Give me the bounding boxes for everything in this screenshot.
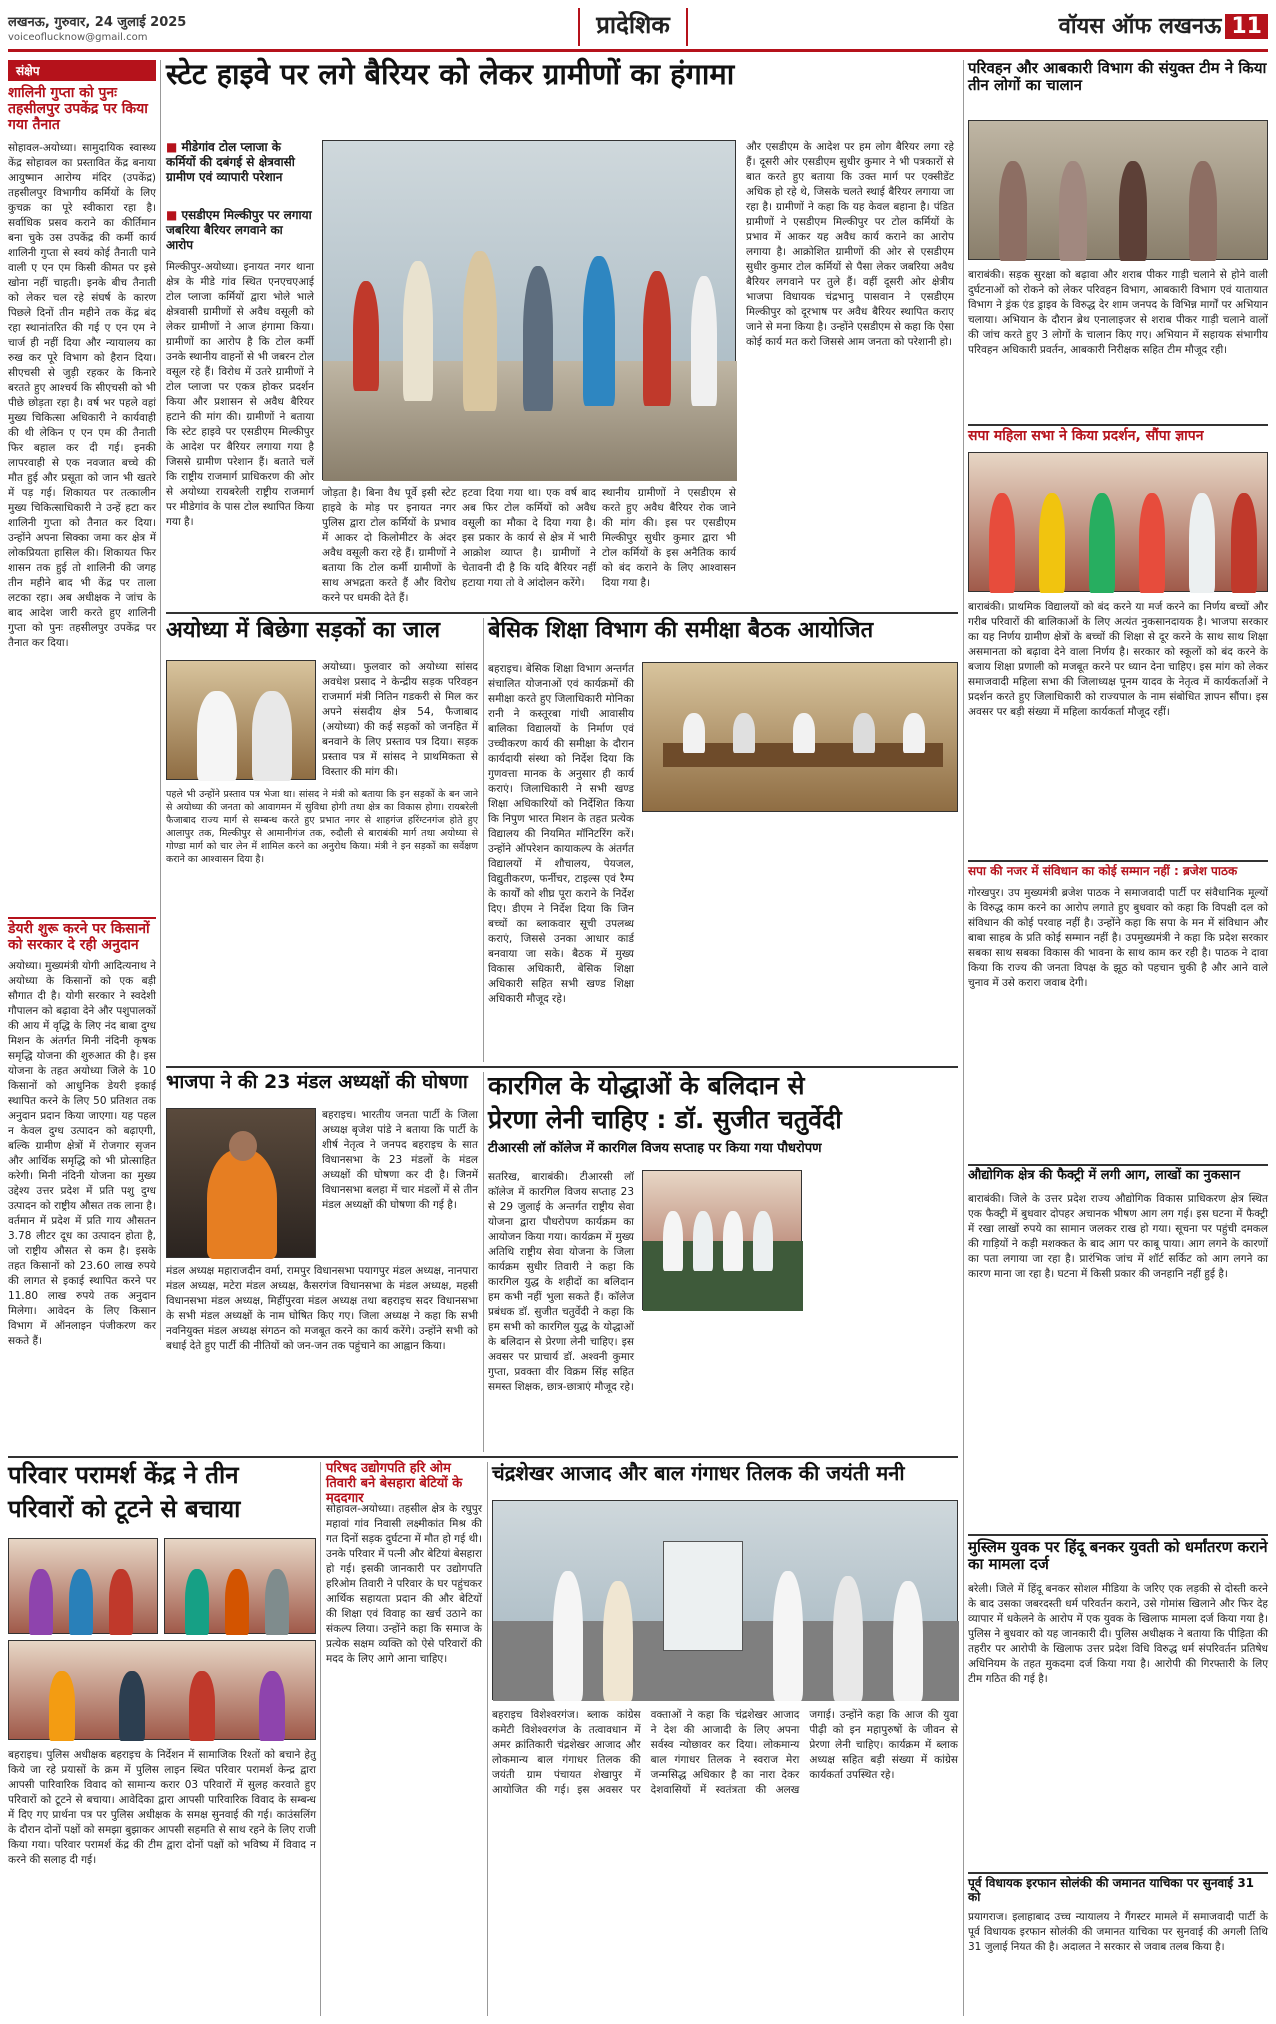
- edu-headline: बेसिक शिक्षा विभाग की समीक्षा बैठक आयोजित: [488, 618, 874, 643]
- pathak-story: [968, 860, 1268, 1160]
- kargil-body: सतरिख, बाराबंकी। टीआरसी लॉ कॉलेज में कारगिल विजय सप्ताह 23 से 29 जुलाई के अन्तर्गत राष्ट्रीय सेवा योजना द्वारा पौधरोपण कार्यक्रम का आयोजन किया गया। कार्यक्रम में मुख्य अतिथि राष्ट्रीय सेवा योजना के जिला कार्यक्रम सुधीर तिवारी ने कहा कि कारगिल युद्ध के शहीदों का बलिदान हम कभी नहीं भुला सकते हैं। कॉलेज प्रबंधक डॉ. सुजीत चतुर्वेदी ने कहा कि हम सभी को कारगिल युद्ध के योद्धाओं के बलिदान से प्रेरणा लेनी चाहिए। इस अवसर पर प्राचार्य डॉ. अश्वनी कुमार गुप्ता, प्रवक्ता वीर विक्रम सिंह सहित समस्त शिक्षक, छात्र-छात्राएं मौजूद रहे।: [488, 1171, 634, 1393]
- muslim-body: बरेली। जिले में हिंदू बनकर सोशल मीडिया के जरिए एक लड़की से दोस्ती करने के बाद उसका जबरदस्ती धर्म परिवर्तन कराने, उसे गोमांस खिलाने और फिर देह व्यापार में धकेलने के आरोप में एक युवक के खिलाफ मामला दर्ज किया गया है। पुलिस ने बुधवार को यह जानकारी दी। पुलिस अधीक्षक ने बताया कि पीड़िता की तहरीर पर आरोपी के खिलाफ उत्तर प्रदेश विधि विरुद्ध धर्म संपरिवर्तन प्रतिषेध अधिनियम के तहत मुकदमा दर्ज किया गया है। आरोपी की गिरफ्तारी के लिए टीम गठित की गई है।: [968, 1583, 1268, 1685]
- solanki-story: [968, 1872, 1268, 2016]
- transport-body: बाराबंकी। सड़क सुरक्षा को बढ़ावा और शराब पीकर गाड़ी चलाने से होने वाली दुर्घटनाओं को रोकने को लेकर परिवहन विभाग, आबकारी विभाग एवं यातायात विभाग ने ड्रंक एंड ड्राइव के विरुद्ध देर शाम जनपद के विभिन्न मार्गों पर अभियान चलाया। अभियान के दौरान ब्रेथ एनालाइजर से शराब पीकर गाड़ी चलाने वालों की जांच करते हुए 3 लोगों के चालान किए गए। अभियान में सहायक संभागीय परिवहन अधिकारी प्रवर्तन, आबकारी निरीक्षक सहित टीम मौजूद रही।: [968, 269, 1268, 356]
- brief-story1-body: सोहावल-अयोध्या। सामुदायिक स्वास्थ्य केंद्र सोहावल का प्रस्तावित केंद्र बनाया आयुष्मान आरोग्य मंदिर (उपकेंद्र) तहसीलपुर विभागीय कर्मियों के लिए कुचक्र का पूरे स्वीकारा रहा है। सर्वाधिक प्रसव कराने का कीर्तिमान बना चुके उस उपकेंद्र की कर्मी कार्य शालिनी गुप्ता से स्वयं कोई तैनाती पाने वाली ए एन एम किसी कीमत पर इसे खोना नहीं चाहती। इनके बीच तैनाती को लेकर चल रहे संघर्ष के कारण पिछले दिनों तीन महीने तक केंद्र बंद रहा स्थानांतरित की गई ए एन एम ने चार्ज ही नहीं दिया और न्यायालय का रुख कर पूरे विभाग को हैरान दिया। सीएचसी से जुड़ी रहकर के किनारे बरतते हुए आश्चर्य कि सीएचसी को भी पीछे छोड़ता रहा है। वर्ष भर पहले वहां मुख्य चिकित्सा अधिकारी ने कार्यवाही की थी लेकिन ए एन एम की तैनाती फिर बहाल कर दी गई। इनकी लापरवाही से एक नवजात बच्चे की मौत हुई और प्रसूता को जान भी खतरे में पड़ गई। शिकायत पर तत्कालीन मुख्य चिकित्साधिकारी ने उन्हें हटा कर शालिनी गुप्ता को तैनात कर दिया। उन्होंने अपना सिक्का जमा कर क्षेत्र में लोकप्रियता हासिल की। शिकायत फिर शासन तक हुई तो शालिनी की जगह तीन महीने बाद भी केंद्र पर ताला लटका रहा। अब अधीक्षक ने जांच के बाद आदेश जारी करते हुए शालिनी गुप्ता को पुनः तहसीलपुर उपकेंद्र पर तैनात कर दिया।: [8, 142, 156, 649]
- muslim-headline: मुस्लिम युवक पर हिंदू बनकर युवती को धर्मांतरण कराने का मामला दर्ज: [968, 1534, 1268, 1576]
- kargil-subhead: टीआरसी लॉ कॉलेज में कारगिल विजय सप्ताह पर किया गया पौधरोपण: [488, 1141, 822, 1156]
- lead-col2: जोड़ता है। बिना वैध पूर्वे इसी स्टेट हाइवे के मोड़ पर इनायत नगर पुलिस द्वारा टोल कर्मियों के प्रभाव में आकर दो किलोमीटर के अंदर अवैध वसूली करा रहे हैं। ग्रामीणों ने बताया कि टोल कर्मी ग्रामीणों के साथ अभद्रता करते हैं और विरोध करने पर धमकी देते हैं।: [322, 487, 456, 604]
- family-body: बहराइच। पुलिस अधीक्षक बहराइच के निर्देशन में सामाजिक रिश्तों को बचाने हेतु किये जा रहे प्रयासों के क्रम में पुलिस लाइन स्थित परिवार परामर्श केन्द्र द्वारा आपसी पारिवारिक विवाद को सामान्य करार 03 परिवारों में सुलह करवाते हुए परिवारों को टूटने से बचाया। आवेदिका द्वारा आपसी पारिवारिक विवाद के सम्बन्ध में दिए गए प्रार्थना पत्र पर पुलिस अधीक्षक के समक्ष सुनवाई की गई। काउंसलिंग के दौरान दोनों पक्षों को समझा बुझाकर आपसी सहमति से साथ रहने के लिए राजी किया गया। परिवार परामर्श केंद्र की टीम द्वारा दोनों पक्षों को भविष्य में विवाद न करने की सलाह दी गई।: [8, 1749, 316, 1866]
- column-divider: [487, 1462, 488, 2016]
- kargil-story: [488, 1072, 958, 1452]
- roads-photo: [166, 660, 316, 780]
- family-photo-1: [8, 1538, 158, 1634]
- edu-body: बहराइच। बेसिक शिक्षा विभाग अन्तर्गत संचालित योजनाओं एवं कार्यक्रमों की समीक्षा करते हुए जिलाधिकारी मोनिका रानी ने कस्तूरबा गांधी आवासीय बालिका विद्यालयों के निर्माण एवं उच्चीकरण कार्य की समीक्षा के दौरान कार्यदायी संस्था को निर्देश दिया कि गुणवत्ता मानक के अनुसार ही कार्य कराएं। जिलाधिकारी ने सभी खण्ड शिक्षा अधिकारियों को निर्देशित किया कि निपुण भारत मिशन के तहत प्रत्येक विद्यालय की नियमित मॉनिटरिंग करें। उन्होंने ऑपरेशन कायाकल्प के अंतर्गत विद्यालयों में शौचालय, पेयजल, विद्युतीकरण, फर्नीचर, टाइल्स एवं रैम्प के कार्यों को शीघ्र पूरा कराने के निर्देश दिए। डीएम ने निर्देश दिया कि जिन बच्चों का ब्लाकवार सूची उपलब्ध कराएं, जिससे उनका आधार कार्ड बनवाया जा सके। बैठक में मुख्य विकास अधिकारी, बेसिक शिक्षा अधिकारी सहित सभी खण्ड शिक्षा अधिकारी मौजूद रहे।: [488, 663, 634, 1005]
- family-photo-2: [164, 1538, 316, 1634]
- bjp-list: मंडल अध्यक्ष महाराजदीन वर्मा, रामपुर विधानसभा पयागपुर मंडल अध्यक्ष, नानपारा मंडल अध्यक्ष, मटेरा मंडल अध्यक्ष, कैसरगंज विधानसभा के मंडल अध्यक्ष, महसी विधानसभा मंडल अध्यक्ष, मिहींपुरवा मंडल अध्यक्ष तथा बहराइच सदर विधानसभा के सभी मंडल अध्यक्षों के नाम घोषित किए गए। जिला अध्यक्ष ने कहा कि सभी नवनियुक्त मंडल अध्यक्ष संगठन को मजबूत करने का कार्य करेंगे। उन्होंने सभी को बधाई देते हुए पार्टी की नीतियों को जन-जन तक पहुंचाने का आह्वान किया।: [166, 1265, 478, 1352]
- family-story: [8, 1462, 316, 2016]
- paper-name: [1059, 10, 1268, 40]
- sapa-photo: [968, 452, 1268, 592]
- contact-email[interactable]: voiceoflucknow@gmail.com: [8, 32, 148, 43]
- pathak-body: गोरखपुर। उप मुख्यमंत्री ब्रजेश पाठक ने समाजवादी पार्टी पर संवैधानिक मूल्यों के विरुद्ध काम करने का आरोप लगाते हुए बुधवार को कहा कि विपक्षी दल को संविधान की कोई परवाह नहीं है। उन्होंने कहा कि सपा के मन में संविधान और बाबा साहब के प्रति कोई सम्मान नहीं है। उपमुख्यमंत्री ने कहा कि प्रदेश सरकार सबका साथ सबका विकास की भावना के साथ काम कर रही है। पाठक ने दावा किया कि राज्य की जनता विपक्ष के झूठ को पहचान चुकी है और आने वाले चुनाव में उसे करारा जवाब देगी।: [968, 887, 1268, 989]
- lead-col4: स्थानीय ग्रामीणों ने एसडीएम से करते हुए अवैध बैरियर रोक जाने की मांग की। इस पर एसडीएम मिल्कीपुर सुधीर कुमार द्वारा भी टोल कर्मियों के इस अनैतिक कार्य को बंद कराने के लिए आश्वासन दिया गया है।: [602, 487, 736, 589]
- solanki-headline: पूर्व विधायक इरफान सोलंकी की जमानत याचिका पर सुनवाई 31 को: [968, 1872, 1268, 1906]
- roads-body: अयोध्या। फुलवार को अयोध्या सांसद अवधेश प्रसाद ने केन्द्रीय सड़क परिवहन राजमार्ग मंत्री नितिन गडकरी से मिल कर अपने संसदीय क्षेत्र 54, फैजाबाद (अयोध्या) की कई सड़कों को जनहित में बनवाने के लिए प्रस्ताव पत्र दिया। सड़क प्रस्ताव पत्र में सांसद ने प्राथमिकता से विस्तार की मांग की।: [322, 661, 478, 778]
- family-headline-2: परिवारों को टूटने से बचाया: [8, 1495, 241, 1523]
- masthead: [8, 8, 1268, 52]
- bjp-story: [166, 1072, 478, 1452]
- section-divider: [166, 1066, 958, 1068]
- column-divider: [320, 1462, 321, 2016]
- roads-caption: पहले भी उन्होंने प्रस्ताव पत्र भेजा था। सांसद ने मंत्री को बताया कि इन सड़कों के बन जाने से अयोध्या की जनता को आवागमन में सुविधा होगी तथा क्षेत्र का विकास होगा। रायबरेली फैजाबाद राज्य मार्ग से सम्बन्ध करते हुए प्रभात नगर से शाहगंज हरिंग्टनगंज होते हुए आलापुर तक, मिल्कीपुर से आमानीगंज तक, रुदौली से बाराबंकी मार्ग तथा अयोध्या से गोण्डा मार्ग को चार लेन में शामिल करने का अनुरोध किया। मंत्री ने इन सड़कों का सर्वेक्षण कराने का आश्वासन दिया है।: [166, 789, 478, 865]
- girls-headline: परिषद उद्योगपति हरि ओम तिवारी बने बेसहारा बेटियों के मददगार: [326, 1461, 463, 1506]
- fire-headline: औद्योगिक क्षेत्र की फैक्ट्री में लगी आग, लाखों का नुकसान: [968, 1164, 1268, 1186]
- bjp-body: बहराइच। भारतीय जनता पार्टी के जिला अध्यक्ष बृजेश पांडे ने बताया कि पार्टी के शीर्ष नेतृत्व ने जनपद बहराइच के सात विधानसभा के 23 मंडलों के मंडल अध्यक्षों की घोषणा कर दी है। जिनमें विधानसभा बलहा में चार मंडलों में से तीन मंडल अध्यक्षों की घोषणा की गई है।: [322, 1109, 478, 1211]
- girls-story: [326, 1462, 482, 2016]
- lead-col1: मिल्कीपुर-अयोध्या। इनायत नगर थाना क्षेत्र के मीडे गांव स्थित एनएचएआई टोल प्लाजा कर्मियों द्वारा भोले भाले क्षेत्रवासी ग्रामीणों से अवैध वसूली को लेकर ग्रामीणों ने आज हंगामा किया। ग्रामीणों का आरोप है कि टोल कर्मी उनके स्थानीय वाहनों से भी जबरन टोल वसूल रहे हैं। विरोध में उतरे ग्रामीणों ने टोल प्लाजा पर एकत्र होकर प्रदर्शन किया और प्रशासन से अवैध बैरियर हटाने की मांग की। ग्रामीणों ने बताया कि स्टेट हाइवे पर एसडीएम मिल्कीपुर के आदेश पर बैरियर लगाया गया है जिससे ग्रामीण परेशान हैं। बताते चलें कि राष्ट्रीय राजमार्ग प्राधिकरण की ओर से अयोध्या रायबरेली राष्ट्रीय राजमार्ग पर मीडेगांव के पास टोल स्थापित किया गया है।: [166, 261, 314, 528]
- brief-story2-headline: डेयरी शुरू करने पर किसानों को सरकार दे रही अनुदान: [8, 917, 156, 955]
- page-number: 11: [1225, 14, 1268, 39]
- section-divider: [8, 1456, 958, 1458]
- roads-headline: अयोध्या में बिछेगा सड़कों का जाल: [166, 618, 440, 643]
- lead-col3: हटवा दिया गया था। एक वर्ष बाद अब फिर टोल कर्मियों को अवैध वसूली का मौका दे दिया गया है। इस प्रकार के कार्य से क्षेत्र में भारी आक्रोश व्याप्त है। ग्रामीणों ने चेतावनी दी है कि यदि बैरियर नहीं हटाया गया तो वे आंदोलन करेंगे।: [462, 487, 596, 589]
- muslim-story: [968, 1534, 1268, 1868]
- brief-column: [8, 60, 156, 1347]
- azad-body: बहराइच विशेश्वरगंज। ब्लाक कांग्रेस कमेटी विशेश्वरगंज के तत्वावधान में अमर क्रांतिकारी चंद्रशेखर आजाद और लोकमान्य बाल गंगाधर तिलक की जयंती ग्राम पंचायत शेखापुर में आयोजित की गई। इस अवसर पर वक्ताओं ने कहा कि चंद्रशेखर आजाद ने देश की आजादी के लिए अपना सर्वस्व न्योछावर कर दिया। लोकमान्य बाल गंगाधर तिलक ने स्वराज मेरा जन्मसिद्ध अधिकार है का नारा देकर देशवासियों में स्वतंत्रता की अलख जगाई। उन्होंने कहा कि आज की युवा पीढ़ी को इन महापुरुषों के जीवन से प्रेरणा लेनी चाहिए। कार्यक्रम में ब्लाक अध्यक्ष सहित बड़ी संख्या में कांग्रेस कार्यकर्ता उपस्थित रहे।: [492, 1709, 958, 1796]
- family-photo-3: [8, 1640, 316, 1740]
- kargil-headline-2: प्रेरणा लेनी चाहिए : डॉ. सुजीत चतुर्वेदी: [488, 1105, 842, 1134]
- column-divider: [160, 60, 161, 1340]
- azad-story: [492, 1462, 958, 2016]
- column-divider: [963, 60, 964, 2016]
- girls-body: सोहावल-अयोध्या। तहसील क्षेत्र के रघुपुर महावां गांव निवासी लक्ष्मीकांत मिश्र की गत दिनों सड़क दुर्घटना में मौत हो गई थी। उनके परिवार में पत्नी और बेटियां बेसहारा हो गई। इसकी जानकारी पर उद्योगपति हरिओम तिवारी ने परिवार के घर पहुंचकर आर्थिक सहायता प्रदान की और बेटियों की शिक्षा एवं विवाह का खर्च उठाने का संकल्प लिया। उन्होंने कहा कि समाज के प्रत्येक सक्षम व्यक्ति को ऐसे परिवारों की मदद के लिए आगे आना चाहिए।: [326, 1503, 482, 1665]
- kargil-photo: [642, 1170, 802, 1310]
- edu-photo: [642, 662, 958, 812]
- family-headline-1: परिवार परामर्श केंद्र ने तीन: [8, 1461, 239, 1489]
- lead-bullets: [166, 140, 314, 256]
- azad-headline: चंद्रशेखर आजाद और बाल गंगाधर तिलक की जयंती मनी: [492, 1461, 905, 1485]
- pathak-headline: सपा की नजर में संविधान का कोई सम्मान नहीं : ब्रजेश पाठक: [968, 860, 1268, 880]
- brief-label: संक्षेप: [8, 60, 156, 81]
- edu-story: [488, 618, 958, 1062]
- sapa-headline: सपा महिला सभा ने किया प्रदर्शन, सौंपा ज्ञापन: [968, 424, 1268, 446]
- column-divider: [483, 1072, 484, 1452]
- paper-title: वॉयस ऑफ लखनऊ: [1058, 14, 1222, 39]
- section-name: प्रादेशिक: [578, 8, 688, 46]
- lead-bullet-1: ■ मीडेगांव टोल प्लाजा के कर्मियों की दबंगई से क्षेत्रवासी ग्रामीण एवं व्यापारी परेशान: [166, 140, 314, 202]
- lead-photo: [322, 140, 736, 480]
- sapa-body: बाराबंकी। प्राथमिक विद्यालयों को बंद करने या मर्ज करने का निर्णय बच्चों और गरीब परिवारों की बालिकाओं के लिए अत्यंत नुकसानदायक है। भाजपा सरकार का यह निर्णय ग्रामीण क्षेत्रों के बच्चों की शिक्षा से दूर करने के साथ साथ शिक्षा असमानता को बढ़ावा देने वाला निर्णय है। सरकार को स्कूलों को बंद करने के बजाय शिक्षा प्रणाली को मजबूत करने पर ध्यान देना चाहिए। इस मांग को लेकर समाजवादी महिला सभा की जिलाध्यक्ष पूनम यादव के नेतृत्व में कार्यकर्ताओं ने प्रदर्शन करते हुए जिलाधिकारी को राज्यपाल के नाम संबोधित ज्ञापन सौंपा। इस अवसर पर बड़ी संख्या में महिला कार्यकर्ता मौजूद रहीं।: [968, 601, 1268, 718]
- transport-story: [968, 60, 1268, 420]
- brief-story2-body: अयोध्या। मुख्यमंत्री योगी आदित्यनाथ ने अयोध्या के किसानों को एक बड़ी सौगात दी है। योगी सरकार ने स्वदेशी गौपालन को बढ़ावा देने और पशुपालकों की आय में वृद्धि के लिए नंद बाबा दुग्ध मिशन के अंतर्गत मिनी नंदिनी कृषक समृद्धि योजना की शुरुआत की है। इस योजना के तहत अयोध्या जिले के 10 किसानों को आधुनिक डेयरी इकाई स्थापित करने के लिए 50 प्रतिशत तक अनुदान प्रदान किया जाएगा। यह पहल न केवल दुग्ध उत्पादन को बढ़ाएगी, बल्कि ग्रामीण क्षेत्रों में रोजगार सृजन और आर्थिक समृद्धि को भी प्रोत्साहित करेगी। मिनी नंदिनी योजना का मुख्य उद्देश्य उत्तर प्रदेश में प्रति पशु दुग्ध उत्पादन को राष्ट्रीय औसत तक लाना है। वर्तमान में प्रदेश में प्रति गाय औसतन 3.78 लीटर दूध का उत्पादन होता है, जो राष्ट्रीय औसत से कम है। इसके तहत किसानों को 23.60 लाख रुपये की लागत से इकाई स्थापित करने पर 11.80 लाख रुपये तक अनुदान मिलेगा। आवेदन के लिए किसान विभाग में ऑनलाइन पंजीकरण कर सकते हैं।: [8, 960, 156, 1347]
- issue-date: लखनऊ, गुरुवार, 24 जुलाई 2025: [8, 15, 187, 30]
- fire-body: बाराबंकी। जिले के उत्तर प्रदेश राज्य औद्योगिक विकास प्राधिकरण क्षेत्र स्थित एक फैक्ट्री में बुधवार दोपहर अचानक भीषण आग लग गई। इस घटना में फैक्ट्री में रखा लाखों रुपये का सामान जलकर राख हो गया। सूचना पर पहुंची दमकल की गाड़ियों ने कड़ी मशक्कत के बाद आग पर काबू पाया। आग लगने के कारणों का पता लगाया जा रहा है। प्रारंभिक जांच में शॉर्ट सर्किट को आग लगने का कारण माना जा रहा है। घटना में किसी प्रकार की जनहानि नहीं हुई है।: [968, 1193, 1268, 1280]
- bjp-photo: [166, 1108, 316, 1258]
- lead-col5: और एसडीएम के आदेश पर हम लोग बैरियर लगा रहे हैं। दूसरी ओर एसडीएम सुधीर कुमार ने भी पत्रकारों से बात करते हुए बताया कि उक्त मार्ग पर एक्सीडेंट अधिक हो रहे थे, जिसके चलते स्थाई बैरियर लगाया जा रहा है। ग्रामीणों ने कहा कि यह केवल बहाना है। पंडित ग्रामीणों ने एसडीएम मिल्कीपुर पर टोल कर्मियों के प्रभाव में आकर यह अवैध कार्य कराने का आरोप लगाया है। आक्रोशित ग्रामीणों की ओर से एसडीएम सुधीर कुमार टोल कर्मियों से पैसा लेकर जबरिया अवैध बैरियर लगवाने पर तुले हैं। वहीं दूसरी ओर क्षेत्रीय भाजपा विधायक चंद्रभानु पासवान ने एसडीएम मिल्कीपुर को दूरभाष पर अवैध बैरियर स्थापित कराए जाने से मना किया है। उन्होंने एसडीएम से कहा कि ऐसा कोई कार्य मत करो जिससे आम जनता को परेशानी हो।: [746, 141, 954, 348]
- section-divider: [166, 612, 958, 614]
- column-divider: [483, 618, 484, 1062]
- fire-story: [968, 1164, 1268, 1528]
- solanki-body: प्रयागराज। इलाहाबाद उच्च न्यायालय ने गैंगस्टर मामले में समाजवादी पार्टी के पूर्व विधायक इरफान सोलंकी की जमानत याचिका पर सुनवाई की अगली तिथि 31 जुलाई नियत की है। अदालत ने सरकार से जवाब तलब किया है।: [968, 1911, 1268, 1953]
- kargil-caption: [642, 1316, 802, 1448]
- sapa-story: [968, 424, 1268, 854]
- lead-story: [166, 58, 958, 608]
- kargil-headline-1: कारगिल के योद्धाओं के बलिदान से: [488, 1071, 805, 1100]
- lead-bullet-2: ■ एसडीएम मिल्कीपुर पर लगाया जबरिया बैरियर लगवाने का आरोप: [166, 208, 314, 256]
- transport-headline: परिवहन और आबकारी विभाग की संयुक्त टीम ने किया तीन लोगों का चालान: [968, 59, 1267, 95]
- azad-photo: [492, 1500, 958, 1700]
- bjp-headline: भाजपा ने की 23 मंडल अध्यक्षों की घोषणा: [166, 1071, 468, 1093]
- roads-story: [166, 618, 478, 1062]
- kargil-body-extra: [810, 1170, 958, 1448]
- brief-story1-headline: शालिनी गुप्ता को पुनः तहसीलपुर उपकेंद्र पर किया गया तैनात: [8, 85, 148, 134]
- lead-headline: स्टेट हाइवे पर लगे बैरियर को लेकर ग्रामीणों का हंगामा: [166, 57, 735, 91]
- transport-photo: [968, 120, 1268, 260]
